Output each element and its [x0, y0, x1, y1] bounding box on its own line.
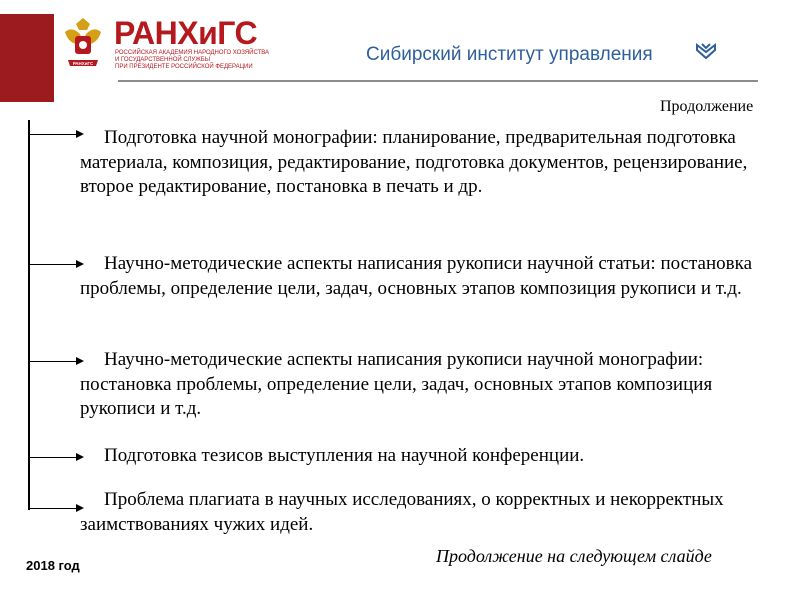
logo-title: РАНХиГС: [114, 15, 258, 51]
logo-subtitle-line: ПРИ ПРЕЗИДЕНТЕ РОССИЙСКОЙ ФЕДЕРАЦИИ: [115, 64, 253, 70]
list-item: [80, 126, 780, 200]
header-divider: [118, 80, 758, 82]
list-item: [80, 444, 780, 469]
next-slide-note: Продолжение на следующем слайде: [436, 546, 712, 566]
ranepa-emblem-icon: [60, 14, 106, 70]
slide-year: 2018 год: [26, 558, 80, 573]
institute-name: Сибирский институт управления: [366, 44, 653, 65]
arrow-icon: [28, 457, 82, 458]
list-bracket: [28, 120, 30, 510]
arrow-icon: [28, 134, 82, 135]
brand-red-bar: [0, 14, 54, 102]
logo-subtitle: [115, 50, 285, 71]
list-item-text: Научно-методические аспекты написания рукописи научной монографии: постановка проблемы, определение цели, задач, основных этапов композиция рукописи и т.д.: [80, 349, 713, 419]
arrow-icon: [28, 264, 82, 265]
logo-subtitle-line: РОССИЙСКАЯ АКАДЕМИЯ НАРОДНОГО ХОЗЯЙСТВА: [115, 50, 270, 56]
arrow-icon: [28, 508, 82, 509]
arrow-icon: [28, 361, 82, 362]
logo-subtitle-line: И ГОСУДАРСТВЕННОЙ СЛУЖБЫ: [115, 57, 211, 63]
continued-label: Продолжение: [660, 98, 754, 115]
list-item: [80, 488, 780, 537]
list-item: [80, 252, 780, 301]
list-item-text: Подготовка научной монографии: планирование, предварительная подготовка материала, композиция, редактирование, подготовка документов, рецензирование, второе редактирование, постановка в печать и др.: [80, 127, 748, 197]
list-item-text: Подготовка тезисов выступления на научной конференции.: [104, 445, 585, 466]
list-item: [80, 348, 780, 422]
list-item-text: Научно-методические аспекты написания рукописи научной статьи: постановка проблемы, определение цели, задач, основных этапов композиция рукописи и т.д.: [80, 253, 753, 299]
list-item-text: Проблема плагиата в научных исследованиях, о корректных и некорректных заимствованиях чужих идей.: [80, 489, 724, 535]
emblem-label: РАНХиГС: [72, 61, 94, 66]
institute-logo-icon: [694, 40, 718, 64]
